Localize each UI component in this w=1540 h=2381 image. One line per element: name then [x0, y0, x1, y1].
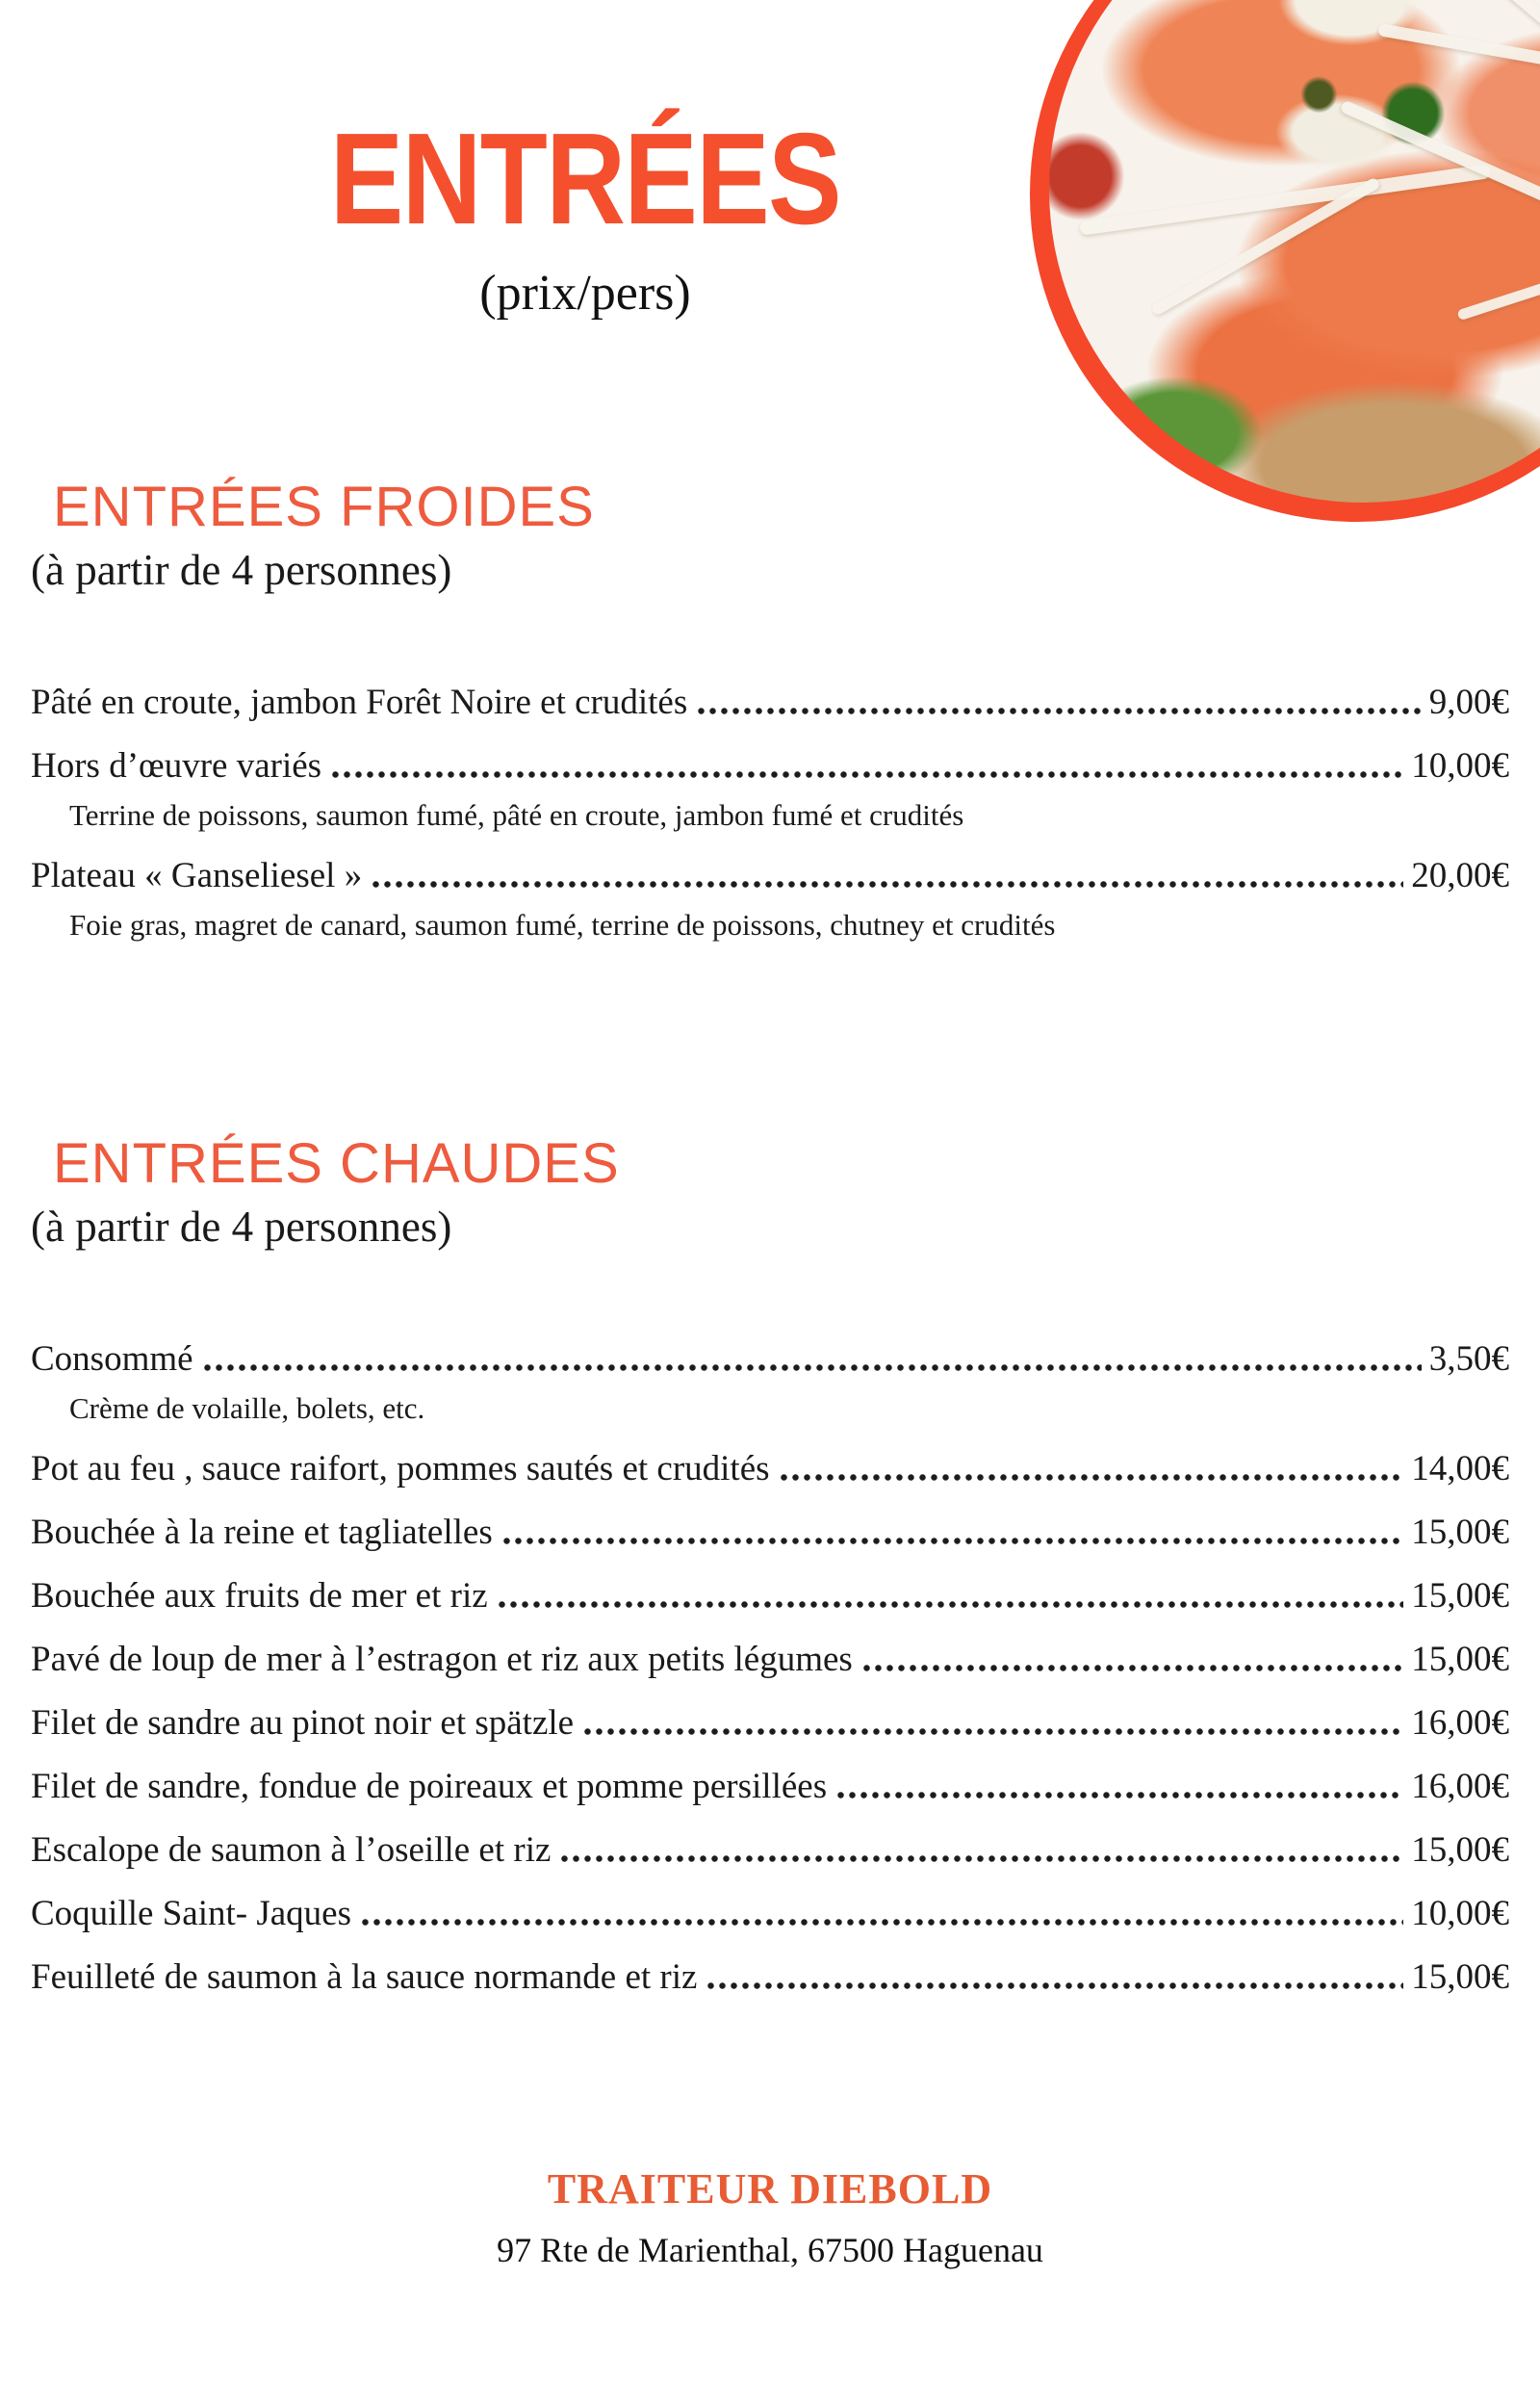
dot-leader	[203, 1363, 1422, 1372]
dot-leader	[502, 1537, 1404, 1545]
item-name: Feuilleté de saumon à la sauce normande et riz	[31, 1957, 698, 1997]
dot-leader	[331, 770, 1403, 779]
dot-leader	[361, 1918, 1403, 1927]
fennel-strand	[1456, 248, 1540, 321]
menu-item-row	[31, 1641, 1509, 1679]
item-name: Bouchée à la reine et tagliatelles	[31, 1513, 493, 1552]
dot-leader	[372, 880, 1403, 889]
item-price: 15,00€	[1411, 1830, 1509, 1870]
page-title: ENTRÉES	[329, 106, 841, 251]
dot-leader	[862, 1664, 1403, 1672]
item-name: Coquille Saint- Jaques	[31, 1894, 351, 1933]
item-description: Crème de volaille, bolets, etc.	[69, 1391, 425, 1425]
availability-note: (à partir de 4 personnes)	[31, 1203, 452, 1251]
item-name: Filet de sandre au pinot noir et spätzle	[31, 1703, 575, 1743]
item-name: Pavé de loup de mer à l’estragon et riz aux petits légumes	[31, 1640, 853, 1679]
dot-leader	[560, 1854, 1403, 1863]
item-price: 15,00€	[1411, 1640, 1509, 1679]
item-name: Escalope de saumon à l’oseille et riz	[31, 1830, 552, 1870]
item-price: 16,00€	[1411, 1767, 1509, 1806]
item-name: Filet de sandre, fondue de poireaux et pomme persillées	[31, 1767, 828, 1806]
item-name: Bouchée aux fruits de mer et riz	[31, 1576, 488, 1616]
dot-leader	[780, 1473, 1404, 1482]
menu-item-list	[31, 684, 1509, 942]
item-description: Foie gras, magret de canard, saumon fumé, terrine de poissons, chutney et crudités	[69, 908, 1056, 942]
item-price: 14,00€	[1411, 1449, 1509, 1488]
item-description: Terrine de poissons, saumon fumé, pâté en croute, jambon fumé et crudités	[69, 798, 964, 832]
item-price: 15,00€	[1411, 1957, 1509, 1997]
section-entrees-chaudes	[0, 1134, 1540, 1997]
section-entrees-froides	[0, 478, 1540, 942]
dot-leader	[706, 1981, 1403, 1990]
item-price: 10,00€	[1411, 1894, 1509, 1933]
item-name: Pot au feu , sauce raifort, pommes sautés et crudités	[31, 1449, 770, 1488]
dot-leader	[498, 1600, 1404, 1609]
availability-note: (à partir de 4 personnes)	[31, 546, 452, 594]
fennel-strand	[1377, 23, 1540, 86]
item-price: 16,00€	[1411, 1703, 1509, 1743]
menu-item-row	[31, 857, 1509, 895]
item-price: 9,00€	[1428, 683, 1509, 722]
item-price: 20,00€	[1411, 856, 1509, 895]
menu-item-row	[31, 684, 1509, 722]
dot-leader	[697, 707, 1422, 715]
item-name: Pâté en croute, jambon Forêt Noire et crudités	[31, 683, 688, 722]
section-heading: ENTRÉES FROIDES	[53, 476, 595, 538]
item-price: 3,50€	[1428, 1339, 1509, 1379]
item-price: 15,00€	[1411, 1576, 1509, 1616]
menu-item-row	[31, 1958, 1509, 1997]
footer-brand: TRAITEUR DIEBOLD	[547, 2165, 993, 2213]
menu-footer	[0, 2165, 1540, 2271]
menu-header	[0, 0, 1170, 324]
menu-item-row	[31, 1340, 1509, 1379]
item-price: 15,00€	[1411, 1513, 1509, 1552]
menu-item-row	[31, 1768, 1509, 1806]
menu-item-list	[31, 1340, 1509, 1997]
menu-item-row	[31, 1577, 1509, 1616]
item-name: Consommé	[31, 1339, 193, 1379]
dot-leader	[583, 1727, 1403, 1736]
item-name: Plateau « Ganseliesel »	[31, 856, 363, 895]
menu-item-row	[31, 1450, 1509, 1488]
menu-item-row	[31, 1514, 1509, 1552]
menu-item-row	[31, 747, 1509, 786]
item-name: Hors d’œuvre variés	[31, 746, 322, 786]
menu-item-row	[31, 1895, 1509, 1933]
menu-item-row	[31, 1704, 1509, 1743]
item-price: 10,00€	[1411, 746, 1509, 786]
menu-item-row	[31, 1831, 1509, 1870]
section-heading: ENTRÉES CHAUDES	[53, 1132, 620, 1195]
footer-address: 97 Rte de Marienthal, 67500 Haguenau	[497, 2231, 1043, 2269]
dot-leader	[836, 1791, 1403, 1799]
price-per-person-note: (prix/pers)	[479, 266, 691, 321]
